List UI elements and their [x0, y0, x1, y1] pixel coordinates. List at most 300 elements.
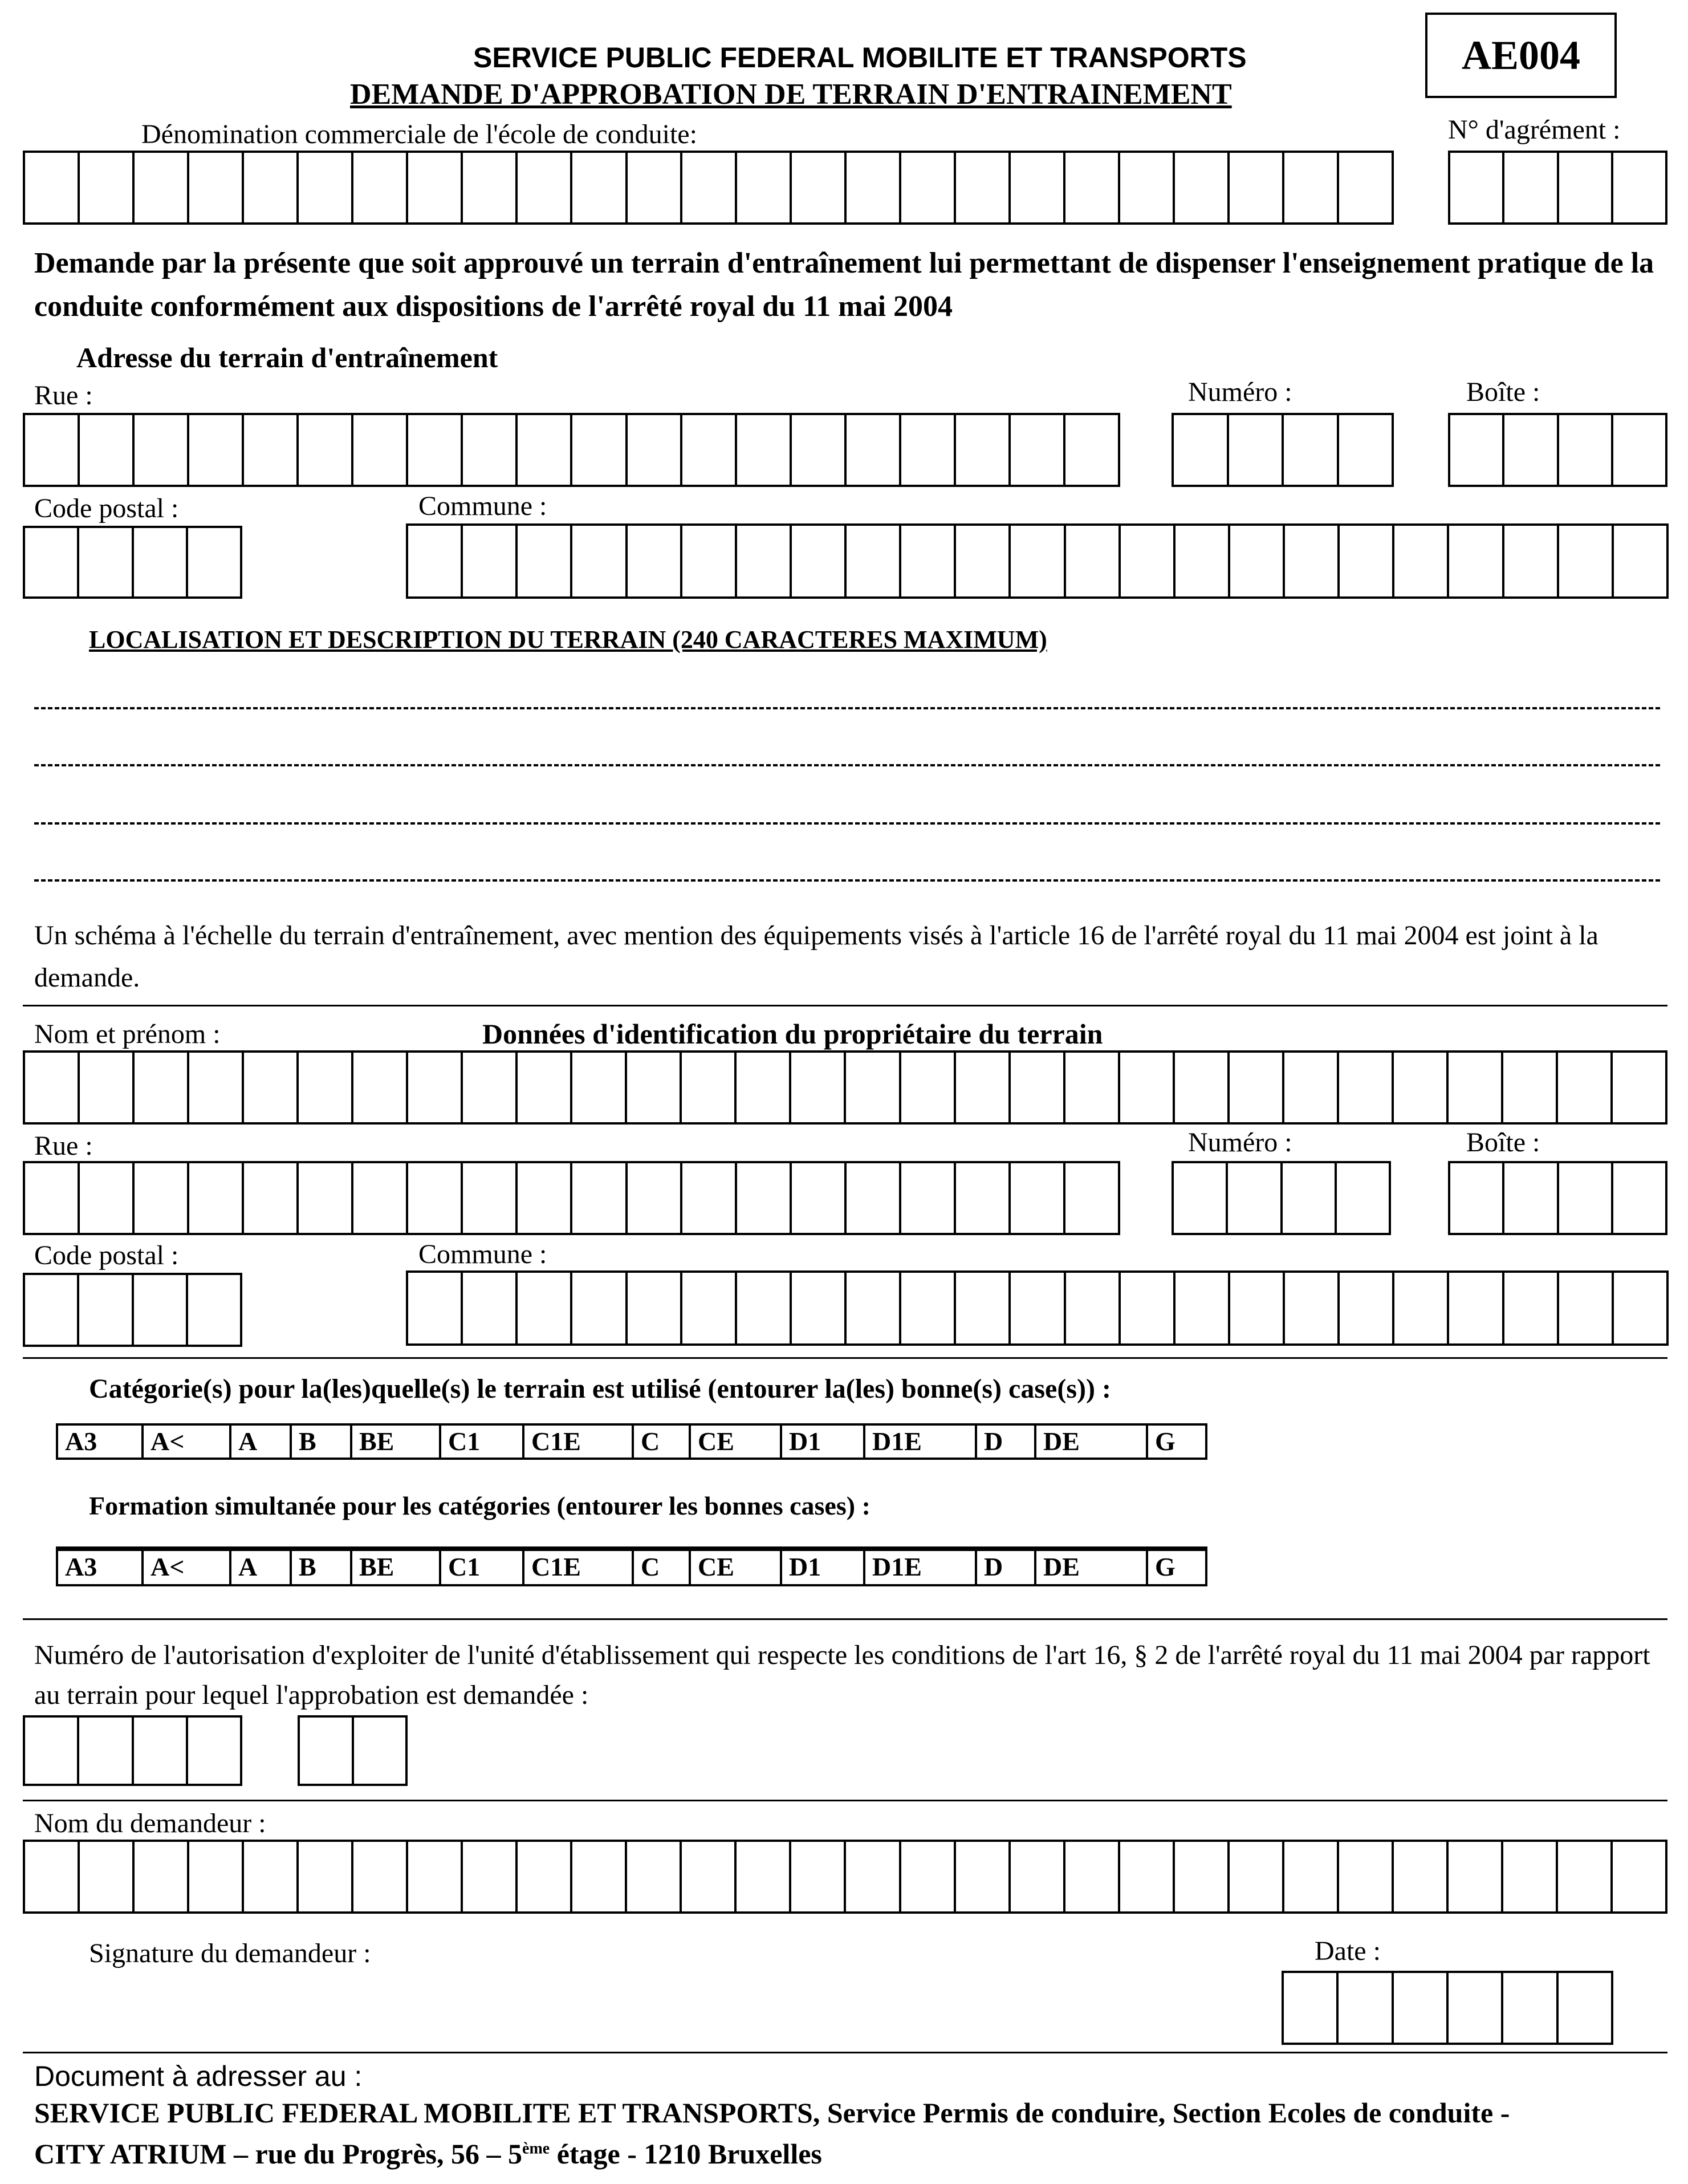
char-box[interactable] [188, 1718, 242, 1784]
char-box[interactable] [1559, 153, 1613, 222]
char-box[interactable] [956, 415, 1011, 485]
char-box[interactable] [572, 1053, 627, 1122]
char-box[interactable] [244, 1842, 299, 1911]
char-box[interactable] [1121, 526, 1176, 596]
category-cell[interactable]: C1E [524, 1426, 634, 1458]
footer-intro: Document à adresser au : [34, 2060, 363, 2092]
char-box[interactable] [353, 1842, 408, 1911]
char-box[interactable] [1228, 1163, 1282, 1233]
char-box[interactable] [1449, 1973, 1503, 2043]
divider [23, 1357, 1667, 1359]
char-box[interactable] [25, 528, 79, 596]
signature-label: Signature du demandeur : [89, 1938, 371, 1968]
char-box[interactable] [463, 415, 518, 485]
char-box[interactable] [627, 1842, 682, 1911]
footer-service: , Service Permis de conduire, Section Ecoles de conduite - [812, 2097, 1510, 2129]
char-box[interactable] [189, 1842, 244, 1911]
char-box[interactable] [1613, 1842, 1667, 1911]
char-box[interactable] [135, 1842, 189, 1911]
char-box[interactable] [1394, 1842, 1449, 1911]
char-box[interactable] [134, 1718, 188, 1784]
char-box[interactable] [244, 415, 299, 485]
owner-rue-boxes[interactable] [23, 1161, 1120, 1235]
char-box[interactable] [901, 1273, 956, 1343]
footer-org: SERVICE PUBLIC FEDERAL MOBILITE ET TRANSPORTS [34, 2097, 813, 2129]
owner-rue-label: Rue : [34, 1131, 93, 1161]
address-heading: Adresse du terrain d'entraînement [76, 342, 498, 374]
char-box[interactable] [1230, 1053, 1284, 1122]
char-box[interactable] [1394, 1273, 1449, 1343]
char-box[interactable] [25, 1718, 79, 1784]
authorisation-boxes-2[interactable] [298, 1715, 408, 1786]
char-box[interactable] [1065, 153, 1120, 222]
formation-cell[interactable]: B [292, 1551, 352, 1584]
char-box[interactable] [463, 526, 518, 596]
char-box[interactable] [1558, 1842, 1613, 1911]
char-box[interactable] [572, 153, 627, 222]
categories-heading: Catégorie(s) pour la(les)quelle(s) le terrain est utilisé (entourer la(les) bonne(s) case(s)) : [89, 1374, 1111, 1404]
char-box[interactable] [1449, 526, 1504, 596]
char-box[interactable] [737, 415, 792, 485]
char-box[interactable] [299, 1163, 353, 1233]
char-box[interactable] [80, 415, 135, 485]
char-box[interactable] [901, 153, 956, 222]
char-box[interactable] [628, 153, 682, 222]
formation-cell[interactable]: G [1148, 1551, 1207, 1584]
footer-line-1 [34, 2096, 1510, 2129]
char-box[interactable] [25, 1842, 80, 1911]
char-box[interactable] [299, 1842, 353, 1911]
char-box[interactable] [572, 1273, 627, 1343]
category-cell[interactable]: C1 [441, 1426, 524, 1458]
char-box[interactable] [135, 1163, 189, 1233]
char-box[interactable] [244, 1053, 299, 1122]
char-box[interactable] [408, 1842, 463, 1911]
char-box[interactable] [1120, 1842, 1175, 1911]
char-box[interactable] [25, 1053, 80, 1122]
char-box[interactable] [1504, 1163, 1559, 1233]
formation-cell[interactable]: A [231, 1551, 292, 1584]
char-box[interactable] [956, 526, 1011, 596]
char-box[interactable] [408, 1163, 463, 1233]
char-box[interactable] [846, 1053, 901, 1122]
category-cell[interactable]: D1 [782, 1426, 865, 1458]
char-box[interactable] [901, 526, 956, 596]
divider [23, 2052, 1667, 2053]
char-box[interactable] [408, 415, 463, 485]
char-box[interactable] [79, 1275, 133, 1345]
char-box[interactable] [572, 526, 627, 596]
char-box[interactable] [25, 415, 80, 485]
char-box[interactable] [463, 153, 518, 222]
char-box[interactable] [25, 153, 80, 222]
address-rue-label: Rue : [34, 380, 93, 411]
address-boite-boxes[interactable] [1448, 413, 1667, 487]
owner-commune-label: Commune : [418, 1239, 547, 1269]
char-box[interactable] [1559, 415, 1613, 485]
footer-line-2 [34, 2137, 822, 2170]
char-box[interactable] [737, 1842, 791, 1911]
char-box[interactable] [1339, 153, 1394, 222]
char-box[interactable] [1504, 526, 1559, 596]
address-numero-boxes[interactable] [1172, 413, 1394, 487]
char-box[interactable] [1337, 1163, 1391, 1233]
owner-cp-label: Code postal : [34, 1240, 179, 1270]
char-box[interactable] [1284, 1973, 1339, 2043]
char-box[interactable] [408, 1273, 463, 1343]
divider [23, 1800, 1667, 1801]
char-box[interactable] [1285, 1273, 1340, 1343]
char-box[interactable] [1176, 1273, 1230, 1343]
char-box[interactable] [1065, 1163, 1120, 1233]
footer-building: CITY ATRIUM [34, 2138, 227, 2170]
applicant-nom-boxes[interactable] [23, 1840, 1667, 1914]
char-box[interactable] [1284, 1842, 1339, 1911]
char-box[interactable] [682, 1842, 737, 1911]
char-box[interactable] [956, 1273, 1011, 1343]
char-box[interactable] [1339, 1842, 1394, 1911]
char-box[interactable] [1559, 1163, 1613, 1233]
address-cp-label: Code postal : [34, 493, 179, 523]
char-box[interactable] [463, 1053, 518, 1122]
char-box[interactable] [189, 1053, 244, 1122]
char-box[interactable] [956, 1053, 1011, 1122]
char-box[interactable] [627, 1053, 682, 1122]
formation-cell[interactable]: D1E [865, 1551, 977, 1584]
char-box[interactable] [299, 415, 353, 485]
char-box[interactable] [1121, 1273, 1176, 1343]
char-box[interactable] [1504, 1273, 1559, 1343]
char-box[interactable] [134, 1275, 188, 1345]
char-box[interactable] [189, 153, 244, 222]
char-box[interactable] [1613, 153, 1667, 222]
char-box[interactable] [1120, 1053, 1175, 1122]
owner-numero-boxes[interactable] [1172, 1161, 1391, 1235]
char-box[interactable] [188, 528, 242, 596]
char-box[interactable] [1450, 1163, 1504, 1233]
category-cell[interactable]: BE [352, 1426, 441, 1458]
char-box[interactable] [518, 526, 572, 596]
char-box[interactable] [1559, 1973, 1613, 2043]
char-box[interactable] [80, 1053, 135, 1122]
char-box[interactable] [792, 526, 847, 596]
formation-cell[interactable]: A< [144, 1551, 231, 1584]
char-box[interactable] [628, 526, 682, 596]
char-box[interactable] [1503, 1973, 1558, 2043]
char-box[interactable] [901, 415, 956, 485]
char-box[interactable] [847, 153, 901, 222]
form-title: DEMANDE D'APPROBATION DE TERRAIN D'ENTRAINEMENT [350, 78, 1232, 111]
char-box[interactable] [791, 1053, 846, 1122]
applicant-nom-label: Nom du demandeur : [34, 1808, 266, 1838]
date-label: Date : [1315, 1936, 1381, 1966]
char-box[interactable] [1230, 1273, 1285, 1343]
formation-row [56, 1546, 1207, 1586]
char-box[interactable] [1175, 1053, 1230, 1122]
description-line-2[interactable] [34, 764, 1660, 766]
category-cell[interactable]: CE [691, 1426, 782, 1458]
char-box[interactable] [1559, 1273, 1614, 1343]
char-box[interactable] [956, 153, 1011, 222]
char-box[interactable] [1065, 1842, 1120, 1911]
char-box[interactable] [134, 528, 188, 596]
org-title: SERVICE PUBLIC FEDERAL MOBILITE ET TRANSPORTS [473, 42, 1247, 74]
divider [23, 1005, 1667, 1006]
char-box[interactable] [1394, 526, 1449, 596]
char-box[interactable] [80, 1842, 135, 1911]
char-box[interactable] [1559, 526, 1614, 596]
char-box[interactable] [80, 153, 135, 222]
char-box[interactable] [1011, 526, 1065, 596]
char-box[interactable] [1066, 526, 1121, 596]
char-box[interactable] [300, 1718, 354, 1784]
categories-row [56, 1423, 1207, 1460]
char-box[interactable] [1011, 1163, 1065, 1233]
char-box[interactable] [79, 1718, 133, 1784]
char-box[interactable] [1613, 1053, 1667, 1122]
formation-cell[interactable]: BE [352, 1551, 441, 1584]
char-box[interactable] [1450, 153, 1504, 222]
char-box[interactable] [628, 415, 682, 485]
char-box[interactable] [1394, 1053, 1449, 1122]
formation-cell[interactable]: C1E [524, 1551, 634, 1584]
date-boxes[interactable] [1282, 1971, 1613, 2045]
char-box[interactable] [353, 1163, 408, 1233]
char-box[interactable] [628, 1273, 682, 1343]
char-box[interactable] [1614, 526, 1669, 596]
char-box[interactable] [847, 415, 901, 485]
char-box[interactable] [1283, 1163, 1337, 1233]
char-box[interactable] [1284, 1053, 1339, 1122]
footer-floor-sup: ème [522, 2140, 550, 2158]
school-name-boxes[interactable] [23, 151, 1394, 225]
char-box[interactable] [518, 153, 572, 222]
char-box[interactable] [299, 153, 353, 222]
char-box[interactable] [518, 1842, 572, 1911]
char-box[interactable] [901, 1053, 956, 1122]
authorisation-boxes-1[interactable] [23, 1715, 242, 1786]
description-line-3[interactable] [34, 822, 1660, 825]
char-box[interactable] [353, 415, 408, 485]
char-box[interactable] [1011, 1273, 1065, 1343]
char-box[interactable] [25, 1275, 79, 1345]
char-box[interactable] [1229, 415, 1284, 485]
char-box[interactable] [518, 1053, 572, 1122]
category-cell[interactable]: G [1148, 1426, 1207, 1458]
char-box[interactable] [1175, 153, 1230, 222]
char-box[interactable] [1614, 1273, 1669, 1343]
char-box[interactable] [353, 1053, 408, 1122]
char-box[interactable] [1339, 1053, 1394, 1122]
char-box[interactable] [1230, 153, 1284, 222]
char-box[interactable] [189, 1163, 244, 1233]
char-box[interactable] [1504, 415, 1559, 485]
char-box[interactable] [682, 1053, 737, 1122]
agrement-boxes[interactable] [1448, 151, 1667, 225]
char-box[interactable] [847, 1163, 901, 1233]
char-box[interactable] [737, 153, 792, 222]
char-box[interactable] [1284, 415, 1339, 485]
authorisation-text: Numéro de l'autorisation d'exploiter de l'unité d'établissement qui respecte les conditions de l'art 16, § 2 de l'arrêté royal du 11 mai 2004 par rapport au terrain pour lequel l'approbation est demandée : [34, 1640, 1650, 1710]
char-box[interactable] [135, 1053, 189, 1122]
char-box[interactable] [1011, 1053, 1065, 1122]
char-box[interactable] [408, 526, 463, 596]
char-box[interactable] [1285, 526, 1340, 596]
char-box[interactable] [518, 415, 572, 485]
char-box[interactable] [1065, 1053, 1120, 1122]
address-rue-boxes[interactable] [23, 413, 1120, 487]
char-box[interactable] [1175, 1842, 1230, 1911]
footer-address-a: – rue du Progrès, 56 – 5 [226, 2138, 523, 2170]
char-box[interactable] [518, 1273, 572, 1343]
form-code-box: AE004 [1425, 13, 1617, 98]
category-cell[interactable]: DE [1036, 1426, 1148, 1458]
char-box[interactable] [80, 1163, 135, 1233]
category-cell[interactable]: B [292, 1426, 352, 1458]
char-box[interactable] [1230, 526, 1285, 596]
char-box[interactable] [1449, 1273, 1504, 1343]
char-box[interactable] [737, 1163, 792, 1233]
char-box[interactable] [1340, 1273, 1394, 1343]
category-cell[interactable]: D [977, 1426, 1036, 1458]
formation-cell[interactable]: D1 [782, 1551, 865, 1584]
char-box[interactable] [1339, 415, 1394, 485]
char-box[interactable] [737, 1273, 792, 1343]
char-box[interactable] [1503, 1842, 1558, 1911]
schema-note: Un schéma à l'échelle du terrain d'entraînement, avec mention des équipements visés à l'article 16 de l'arrêté royal du 11 mai 2004 est joint à la demande. [34, 920, 1598, 993]
char-box[interactable] [1449, 1053, 1503, 1122]
char-box[interactable] [572, 1842, 627, 1911]
char-box[interactable] [791, 1842, 846, 1911]
char-box[interactable] [1011, 153, 1065, 222]
char-box[interactable] [1394, 1973, 1449, 2043]
char-box[interactable] [682, 153, 737, 222]
char-box[interactable] [628, 1163, 682, 1233]
char-box[interactable] [244, 153, 299, 222]
char-box[interactable] [682, 1273, 737, 1343]
owner-cp-boxes[interactable] [23, 1273, 242, 1347]
char-box[interactable] [1011, 415, 1065, 485]
category-cell[interactable]: A< [144, 1426, 231, 1458]
formation-cell[interactable]: C [634, 1551, 691, 1584]
char-box[interactable] [682, 415, 737, 485]
char-box[interactable] [408, 1053, 463, 1122]
char-box[interactable] [901, 1842, 956, 1911]
owner-heading: Données d'identification du propriétaire du terrain [482, 1018, 1103, 1050]
char-box[interactable] [463, 1842, 518, 1911]
char-box[interactable] [1340, 526, 1394, 596]
char-box[interactable] [572, 415, 627, 485]
char-box[interactable] [956, 1163, 1011, 1233]
char-box[interactable] [1558, 1053, 1613, 1122]
formation-cell[interactable]: DE [1036, 1551, 1148, 1584]
owner-commune-boxes[interactable] [406, 1270, 1669, 1346]
char-box[interactable] [847, 526, 901, 596]
localisation-heading: LOCALISATION ET DESCRIPTION DU TERRAIN (240 CARACTERES MAXIMUM) [89, 626, 1047, 653]
category-cell[interactable]: A3 [58, 1426, 144, 1458]
char-box[interactable] [1176, 526, 1230, 596]
char-box[interactable] [792, 415, 847, 485]
char-box[interactable] [1284, 153, 1339, 222]
char-box[interactable] [463, 1163, 518, 1233]
category-cell[interactable]: C [634, 1426, 691, 1458]
char-box[interactable] [299, 1053, 353, 1122]
char-box[interactable] [1174, 415, 1229, 485]
char-box[interactable] [1613, 1163, 1667, 1233]
char-box[interactable] [189, 415, 244, 485]
char-box[interactable] [572, 1163, 627, 1233]
char-box[interactable] [682, 1163, 737, 1233]
char-box[interactable] [792, 1163, 847, 1233]
char-box[interactable] [682, 526, 737, 596]
char-box[interactable] [737, 526, 792, 596]
char-box[interactable] [1230, 1842, 1284, 1911]
address-numero-label: Numéro : [1188, 377, 1292, 407]
char-box[interactable] [737, 1053, 791, 1122]
address-commune-label: Commune : [418, 491, 547, 521]
formation-cell[interactable]: A3 [58, 1551, 144, 1584]
char-box[interactable] [847, 1273, 901, 1343]
address-commune-boxes[interactable] [406, 523, 1669, 599]
char-box[interactable] [901, 1163, 956, 1233]
char-box[interactable] [518, 1163, 572, 1233]
category-cell[interactable]: D1E [865, 1426, 977, 1458]
char-box[interactable] [354, 1718, 408, 1784]
char-box[interactable] [1174, 1163, 1228, 1233]
char-box[interactable] [792, 153, 847, 222]
owner-boite-label: Boîte : [1466, 1127, 1540, 1158]
char-box[interactable] [1011, 1842, 1065, 1911]
char-box[interactable] [792, 1273, 847, 1343]
char-box[interactable] [1503, 1053, 1558, 1122]
char-box[interactable] [408, 153, 463, 222]
address-cp-boxes[interactable] [23, 526, 242, 599]
formation-cell[interactable]: CE [691, 1551, 782, 1584]
agrement-label: N° d'agrément : [1448, 115, 1621, 145]
char-box[interactable] [188, 1275, 242, 1345]
char-box[interactable] [956, 1842, 1011, 1911]
char-box[interactable] [1066, 1273, 1121, 1343]
description-line-1[interactable] [34, 707, 1660, 709]
char-box[interactable] [79, 528, 133, 596]
char-box[interactable] [353, 153, 408, 222]
char-box[interactable] [1613, 415, 1667, 485]
char-box[interactable] [1339, 1973, 1393, 2043]
char-box[interactable] [1065, 415, 1120, 485]
char-box[interactable] [244, 1163, 299, 1233]
char-box[interactable] [1504, 153, 1559, 222]
char-box[interactable] [846, 1842, 901, 1911]
category-cell[interactable]: A [231, 1426, 292, 1458]
char-box[interactable] [463, 1273, 518, 1343]
owner-boite-boxes[interactable] [1448, 1161, 1667, 1235]
char-box[interactable] [1450, 415, 1504, 485]
formation-cell[interactable]: D [977, 1551, 1036, 1584]
owner-numero-label: Numéro : [1188, 1127, 1292, 1158]
owner-nom-boxes[interactable] [23, 1050, 1667, 1125]
divider [23, 1618, 1667, 1620]
char-box[interactable] [135, 153, 189, 222]
description-line-4[interactable] [34, 879, 1660, 882]
owner-nom-label: Nom et prénom : [34, 1019, 221, 1049]
char-box[interactable] [1120, 153, 1175, 222]
char-box[interactable] [135, 415, 189, 485]
char-box[interactable] [25, 1163, 80, 1233]
school-name-label: Dénomination commerciale de l'école de conduite: [141, 119, 697, 149]
footer-address-b: étage - 1210 Bruxelles [550, 2138, 822, 2170]
formation-cell[interactable]: C1 [441, 1551, 524, 1584]
char-box[interactable] [1449, 1842, 1503, 1911]
